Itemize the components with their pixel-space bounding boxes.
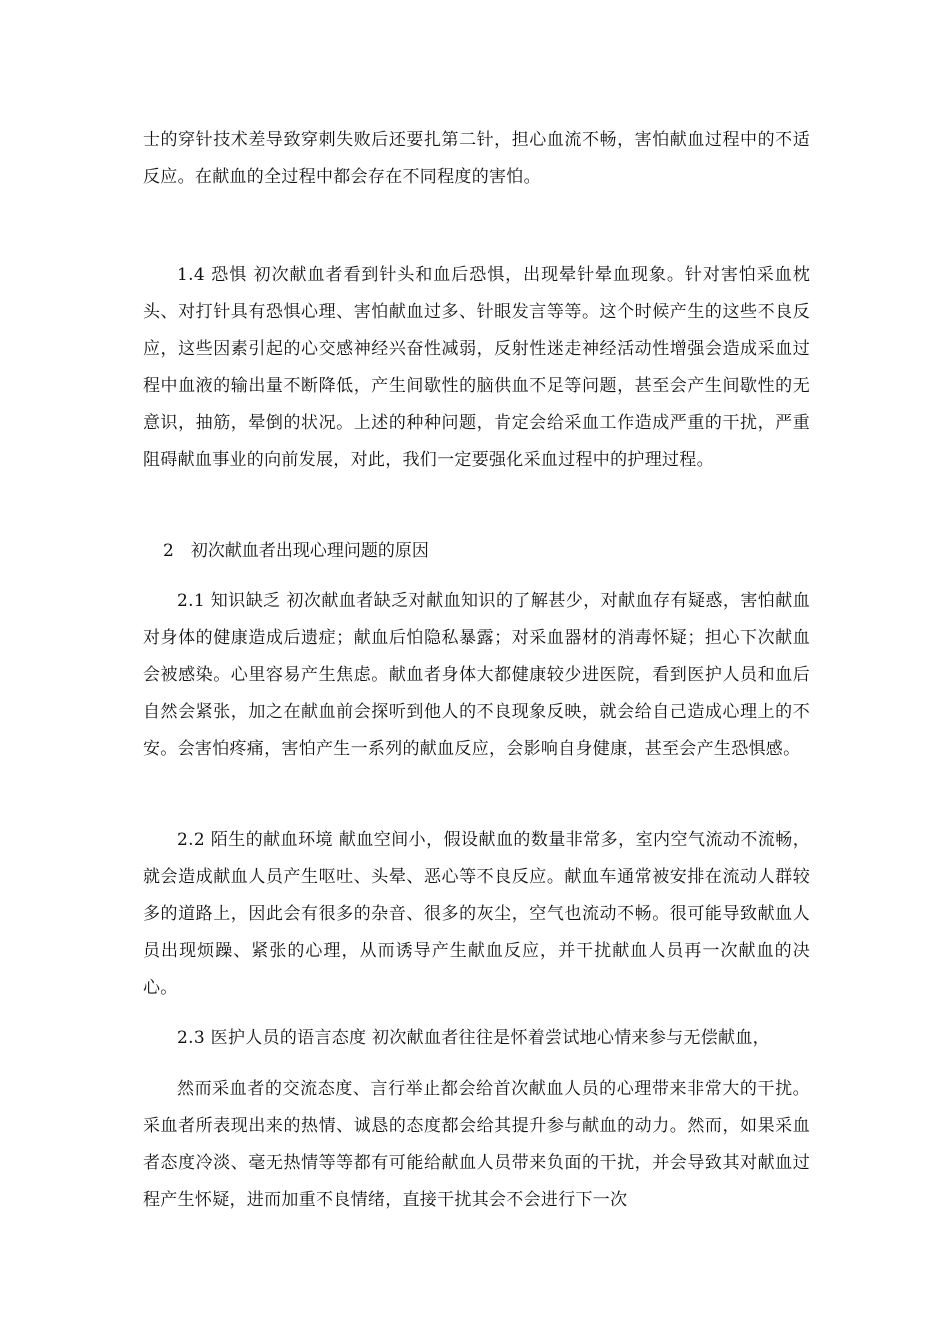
paragraph-2-3-staff-attitude: 2.3 医护人员的语言态度 初次献血者往往是怀着尝试地心情来参与无偿献血， (177, 1028, 770, 1048)
section-heading-2: 2 初次献血者出现心理问题的原因 (163, 541, 429, 561)
paragraph-continuation: 士的穿针技术差导致穿刺失败后还要扎第二针，担心血流不畅，害怕献血过程中的不适反应。在献血的全过程中都会存在不同程度的害怕。 (143, 130, 810, 187)
paragraph-2-2-environment: 2.2 陌生的献血环境 献血空间小，假设献血的数量非常多，室内空气流动不流畅，就会造成献血人员产生呕吐、头晕、恶心等不良反应。献血车通常被安排在流动人群较多的道路上，因此会有很多的杂音、很多的灰尘，空气也流动不畅。很可能导致献血人员出现烦躁、紧张的心理，从而诱导产生献血反应，并干扰献血人员再一次献血的决心。 (143, 830, 810, 998)
paragraph-1-4-fear: 1.4 恐惧 初次献血者看到针头和血后恐惧，出现晕针晕血现象。针对害怕采血枕头、对打针具有恐惧心理、害怕献血过多、针眼发言等等。这个时候产生的这些不良反应，这些因素引起的心交感神经兴奋性减弱，反射性迷走神经活动性增强会造成采血过程中血液的输出量不断降低，产生间歇性的脑供血不足等问题，甚至会产生间歇性的无意识，抽筋，晕倒的状况。上述的种种问题，肯定会给采血工作造成严重的干扰，严重阻碍献血事业的向前发展，对此，我们一定要强化采血过程中的护理过程。 (143, 265, 810, 470)
paragraph-2-1-lack-of-knowledge: 2.1 知识缺乏 初次献血者缺乏对献血知识的了解甚少，对献血存有疑惑，害怕献血对身体的健康造成后遗症；献血后怕隐私暴露；对采血器材的消毒怀疑；担心下次献血会被感染。心里容易产生焦虑。献血者身体大都健康较少进医院，看到医护人员和血后自然会紧张，加之在献血前会探听到他人的不良现象反映，就会给自己造成心理上的不安。会害怕疼痛，害怕产生一系列的献血反应，会影响自身健康，甚至会产生恐惧感。 (143, 591, 810, 759)
paragraph-2-3-continued: 然而采血者的交流态度、言行举止都会给首次献血人员的心理带来非常大的干扰。采血者所表现出来的热情、诚恳的态度都会给其提升参与献血的动力。然而，如果采血者态度冷淡、毫无热情等等都有可能给献血人员带来负面的干扰，并会导致其对献血过程产生怀疑，进而加重不良情绪，直接干扰其会不会进行下一次 (143, 1079, 810, 1210)
